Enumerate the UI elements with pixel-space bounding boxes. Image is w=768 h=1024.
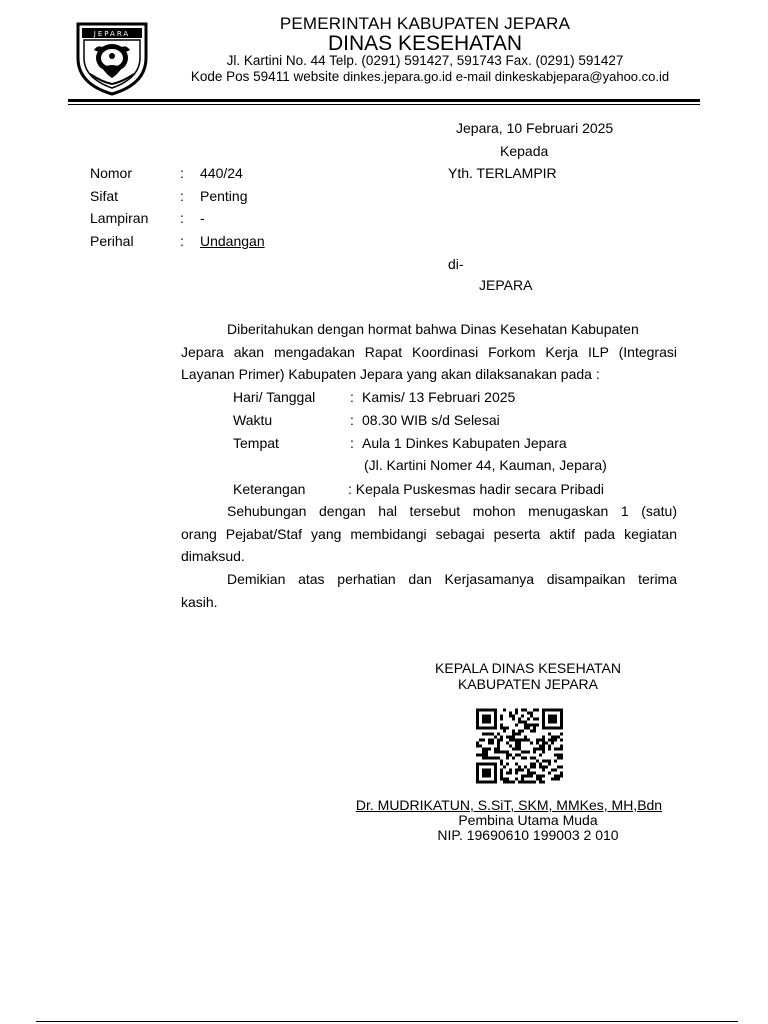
body-para1-line2: Jepara akan mengadakan Rapat Koordinasi Forkom Kerja ILP (Integrasi [181, 344, 677, 360]
signatory-name: Dr. MUDRIKATUN, S.SiT, SKM, MMKes, MH,Bdn [355, 797, 663, 813]
detail-value-waktu: 08.30 WIB s/d Selesai [362, 412, 500, 428]
detail-label-hari: Hari/ Tanggal [233, 389, 316, 405]
detail-tempat-address: (Jl. Kartini Nomer 44, Kauman, Jepara) [364, 457, 607, 473]
letterhead-rule-thin [68, 104, 700, 105]
header-address: Jl. Kartini No. 44 Telp. (0291) 591427, 591743 Fax. (0291) 591427 [226, 53, 624, 68]
detail-colon: : [350, 412, 354, 428]
meta-colon: : [180, 188, 184, 204]
detail-colon: : [350, 389, 354, 405]
body-para2-line3: dimaksud. [181, 548, 245, 564]
signatory-nip: NIP. 19690610 199003 2 010 [437, 827, 619, 843]
body-para2-line2: orang Pejabat/Staf yang membidangi sebagai peserta aktif pada kegiatan [181, 526, 677, 542]
detail-label-keterangan: Keterangan [233, 481, 306, 497]
page-bottom-rule [36, 1021, 738, 1022]
svg-text:JEPARA: JEPARA [93, 30, 131, 38]
header-government: PEMERINTAH KABUPATEN JEPARA [279, 14, 571, 33]
signature-title-line2: KABUPATEN JEPARA [457, 676, 599, 692]
header-agency: DINAS KESEHATAN [327, 32, 523, 55]
detail-value-tempat: Aula 1 Dinkes Kabupaten Jepara [362, 435, 567, 451]
meta-label-nomor: Nomor [90, 165, 133, 181]
meta-colon: : [180, 165, 184, 181]
recipient: Yth. TERLAMPIR [448, 165, 557, 181]
destination-city: JEPARA [479, 277, 533, 293]
header-kode-pos: Kode Pos 59411 website [190, 69, 343, 84]
detail-label-tempat: Tempat [233, 435, 279, 451]
meta-value-sifat: Penting [200, 188, 248, 204]
detail-label-waktu: Waktu [233, 412, 273, 428]
place-date: Jepara, 10 Februari 2025 [456, 120, 614, 136]
body-para1-line3: Layanan Primer) Kabupaten Jepara yang akan dilaksanakan pada : [181, 366, 600, 382]
to-label: Kepada [500, 143, 549, 159]
header-email-label: e-mail [452, 69, 495, 84]
meta-value-lampiran: - [200, 210, 205, 226]
detail-colon: : [350, 435, 354, 451]
signatory-rank: Pembina Utama Muda [458, 812, 598, 828]
letterhead-rule-thick [68, 99, 700, 102]
meta-label-perihal: Perihal [90, 233, 134, 249]
detail-value-keterangan: : Kepala Puskesmas hadir secara Pribadi [348, 481, 605, 497]
meta-label-lampiran: Lampiran [90, 210, 149, 226]
body-para3-line2: kasih. [181, 594, 218, 610]
di-label: di- [448, 256, 464, 272]
detail-value-hari: Kamis/ 13 Februari 2025 [362, 389, 516, 405]
meta-colon: : [180, 233, 184, 249]
body-para2-line1: Sehubungan dengan hal tersebut mohon menugaskan 1 (satu) [227, 503, 677, 519]
header-contact [150, 69, 710, 84]
header-website: dinkes.jepara.go.id [342, 69, 453, 84]
meta-colon: : [180, 210, 184, 226]
body-para1-line1: Diberitahukan dengan hormat bahwa Dinas Kesehatan Kabupaten [227, 321, 639, 337]
signature-title-line1: KEPALA DINAS KESEHATAN [435, 660, 621, 676]
meta-label-sifat: Sifat [90, 188, 119, 204]
header-email: dinkeskabjepara@yahoo.co.id [494, 69, 670, 84]
meta-value-perihal: Undangan [200, 233, 265, 249]
body-para3-line1: Demikian atas perhatian dan Kerjasamanya disampaikan terima [227, 571, 677, 587]
meta-value-nomor: 440/24 [200, 165, 243, 181]
qr-code-signature [476, 708, 563, 784]
